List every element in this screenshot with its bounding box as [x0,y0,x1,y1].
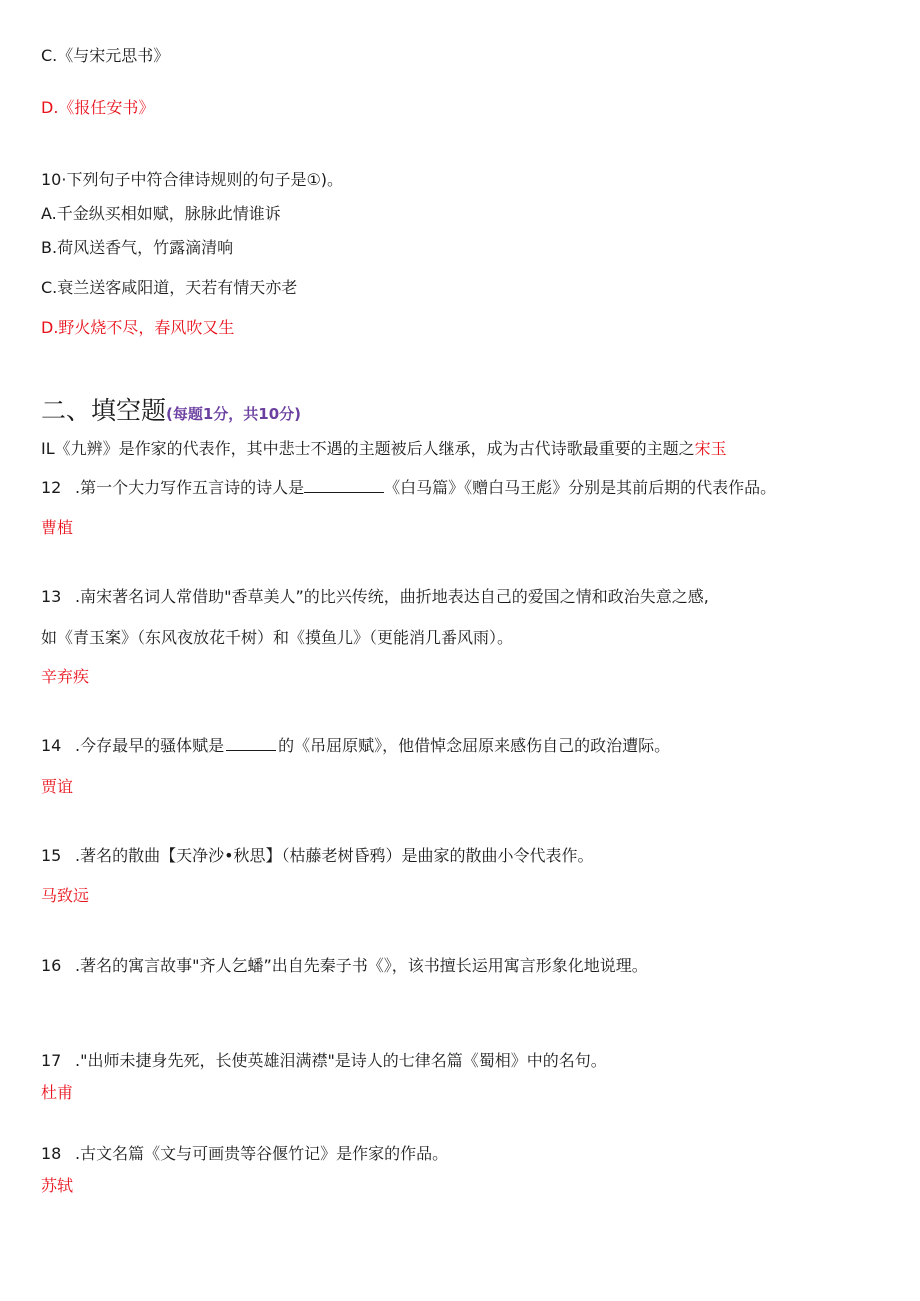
q10-option-d-answer: D.野火烧不尽，春风吹又生 [41,318,235,337]
q16-line [41,955,648,977]
section-score-note: (每题1分，共10分) [166,405,302,423]
q15-text: .著名的散曲【天净沙•秋思】（枯藤老树昏鸦）是曲家的散曲小令代表作。 [75,846,594,865]
q17-answer: 杜甫 [41,1083,74,1102]
q18-text: .古文名篇《文与可画贵等谷偃竹记》是作家的作品。 [75,1144,449,1163]
q17-text: ."出师未捷身先死，长使英雄泪满襟"是诗人的七律名篇《蜀相》中的名句。 [75,1051,607,1070]
q10-option-a: A.千金纵买相如赋，脉脉此情谁诉 [41,204,281,223]
q10-option-b: B.荷风送香气，竹露滴清响 [41,238,234,257]
q17-line [41,1050,607,1072]
q15-answer: 马致远 [41,886,90,905]
q15-line [41,845,594,867]
q13-line1 [41,586,709,608]
section-title: 二、填空题 [41,396,167,425]
q10-option-c: C.衰兰送客咸阳道，天若有情天亦老 [41,278,298,297]
q14-number: 14 [41,736,62,755]
q14-line [41,735,670,757]
q12-number: 12 [41,478,62,497]
q16-number: 16 [41,956,62,975]
q15-number: 15 [41,846,62,865]
q9-option-d-answer: D.《报任安书》 [41,98,155,117]
q17-number: 17 [41,1051,62,1070]
q11-answer: 宋玉 [694,439,727,458]
q9-option-c: C.《与宋元思书》 [41,46,170,65]
q18-number: 18 [41,1144,62,1163]
q12-answer: 曹植 [41,518,74,537]
q13-answer: 辛弃疾 [41,667,90,686]
q10-stem: 10·下列句子中符合律诗规则的句子是①)。 [41,170,344,189]
q14-text-before: .今存最早的骚体赋是 [75,736,225,755]
section-heading [41,393,301,432]
q18-answer: 苏轼 [41,1176,74,1195]
q14-text-after: 的《吊屈原赋》，他借悼念屈原来感伤自己的政治遭际。 [278,736,671,755]
q12-text-before: .第一个大力写作五言诗的诗人是 [75,478,305,497]
q16-text: .著名的寓言故事"齐人乞蟠”出自先秦子书《》，该书擅长运用寓言形象化地说理。 [75,956,648,975]
q14-blank [226,736,276,751]
q18-line [41,1143,448,1165]
q12-line [41,477,776,499]
q11-line [41,438,727,460]
q14-answer: 贾谊 [41,777,74,796]
q12-text-after: 《白马篇》《赠白马王彪》分别是其前后期的代表作品。 [384,478,777,497]
q11-text: IL《九辨》是作家的代表作，其中悲士不遇的主题被后人继承，成为古代诗歌最重要的主题之 [41,439,695,458]
q12-blank [304,478,384,493]
q13-number: 13 [41,587,62,606]
q13-text-line1: .南宋著名词人常借助"香草美人”的比兴传统，曲折地表达自己的爱国之情和政治失意之感, [75,587,709,606]
q13-line2: 如《青玉案》（东风夜放花千树）和《摸鱼儿》（更能消几番风雨）。 [41,628,514,647]
